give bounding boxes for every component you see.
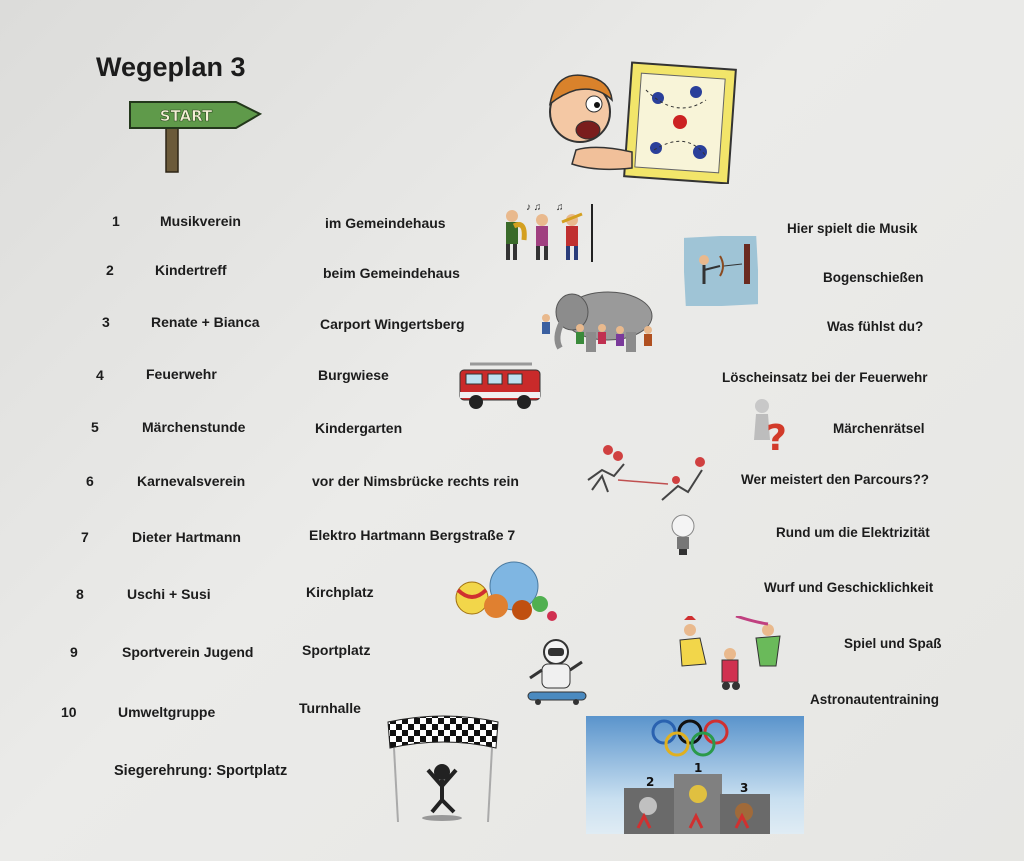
row-1-name: Musikverein [160,213,241,229]
row-10-name: Umweltgruppe [118,704,216,720]
row-3-activity: Was fühlst du? [827,319,924,334]
fire-truck-icon [456,356,544,412]
row-1-place: im Gemeindehaus [325,215,446,231]
row-6-activity: Wer meistert den Parcours?? [741,472,930,487]
row-4-name: Feuerwehr [146,366,217,382]
row-7-activity: Rund um die Elektrizität [776,525,930,540]
row-2-place: beim Gemeindehaus [323,265,460,281]
archery-icon [684,236,758,306]
row-5-place: Kindergarten [315,420,403,436]
finish-flag-icon [384,712,502,826]
row-9-number: 9 [70,644,78,660]
row-2-activity: Bogenschießen [823,270,924,285]
start-sign-text: START [159,107,213,125]
row-3-name: Renate + Bianca [151,314,260,330]
boy-with-map-icon [536,60,740,184]
podium-place-2: 2 [646,775,655,789]
balls-icon [448,560,562,624]
elephant-kids-icon [536,288,668,358]
row-4-activity: Löscheinsatz bei der Feuerwehr [722,370,928,385]
row-7-number: 7 [81,529,89,545]
row-8-activity: Wurf und Geschicklichkeit [764,580,934,595]
row-3-number: 3 [102,314,110,330]
row-9-activity: Spiel und Spaß [844,636,942,651]
clowns-icon [676,616,788,692]
podium-place-1: 1 [694,761,703,775]
row-8-number: 8 [76,586,84,602]
light-bulb-icon [668,512,698,562]
row-9-name: Sportverein Jugend [122,644,254,660]
row-10-place: Turnhalle [299,700,361,716]
row-4-number: 4 [96,367,104,383]
row-10-number: 10 [61,704,77,720]
row-8-place: Kirchplatz [306,584,374,600]
row-10-activity: Astronautentraining [810,692,940,707]
start-signpost-icon [126,96,266,174]
page-title: Wegeplan 3 [96,52,246,82]
row-3-place: Carport Wingertsberg [320,316,465,332]
podium-place-3: 3 [740,781,749,795]
row-7-name: Dieter Hartmann [132,529,241,545]
row-2-name: Kindertreff [155,262,227,278]
row-1-activity: Hier spielt die Musik [787,221,918,236]
row-8-name: Uschi + Susi [127,586,211,602]
svg-text:♪ ♫: ♪ ♫ [526,202,542,213]
parcours-figures-icon [578,440,712,510]
row-5-activity: Märchenrätsel [833,421,925,436]
row-2-number: 2 [106,262,114,278]
svg-text:?: ? [766,418,787,459]
row-6-number: 6 [86,473,94,489]
question-figure-icon [748,396,788,460]
row-5-number: 5 [91,419,99,435]
row-7-place: Elektro Hartmann Bergstraße 7 [309,527,516,543]
svg-text:♫: ♫ [556,202,564,213]
row-6-place: vor der Nimsbrücke rechts rein [312,473,519,489]
row-9-place: Sportplatz [302,642,371,658]
row-1-number: 1 [112,213,120,229]
row-6-name: Karnevalsverein [137,473,246,489]
row-5-name: Märchenstunde [142,419,246,435]
music-band-icon [496,200,596,266]
astronaut-icon [522,636,592,706]
award-ceremony-note: Siegerehrung: Sportplatz [114,763,288,779]
row-4-place: Burgwiese [318,367,389,383]
olympic-podium-image [586,716,804,834]
